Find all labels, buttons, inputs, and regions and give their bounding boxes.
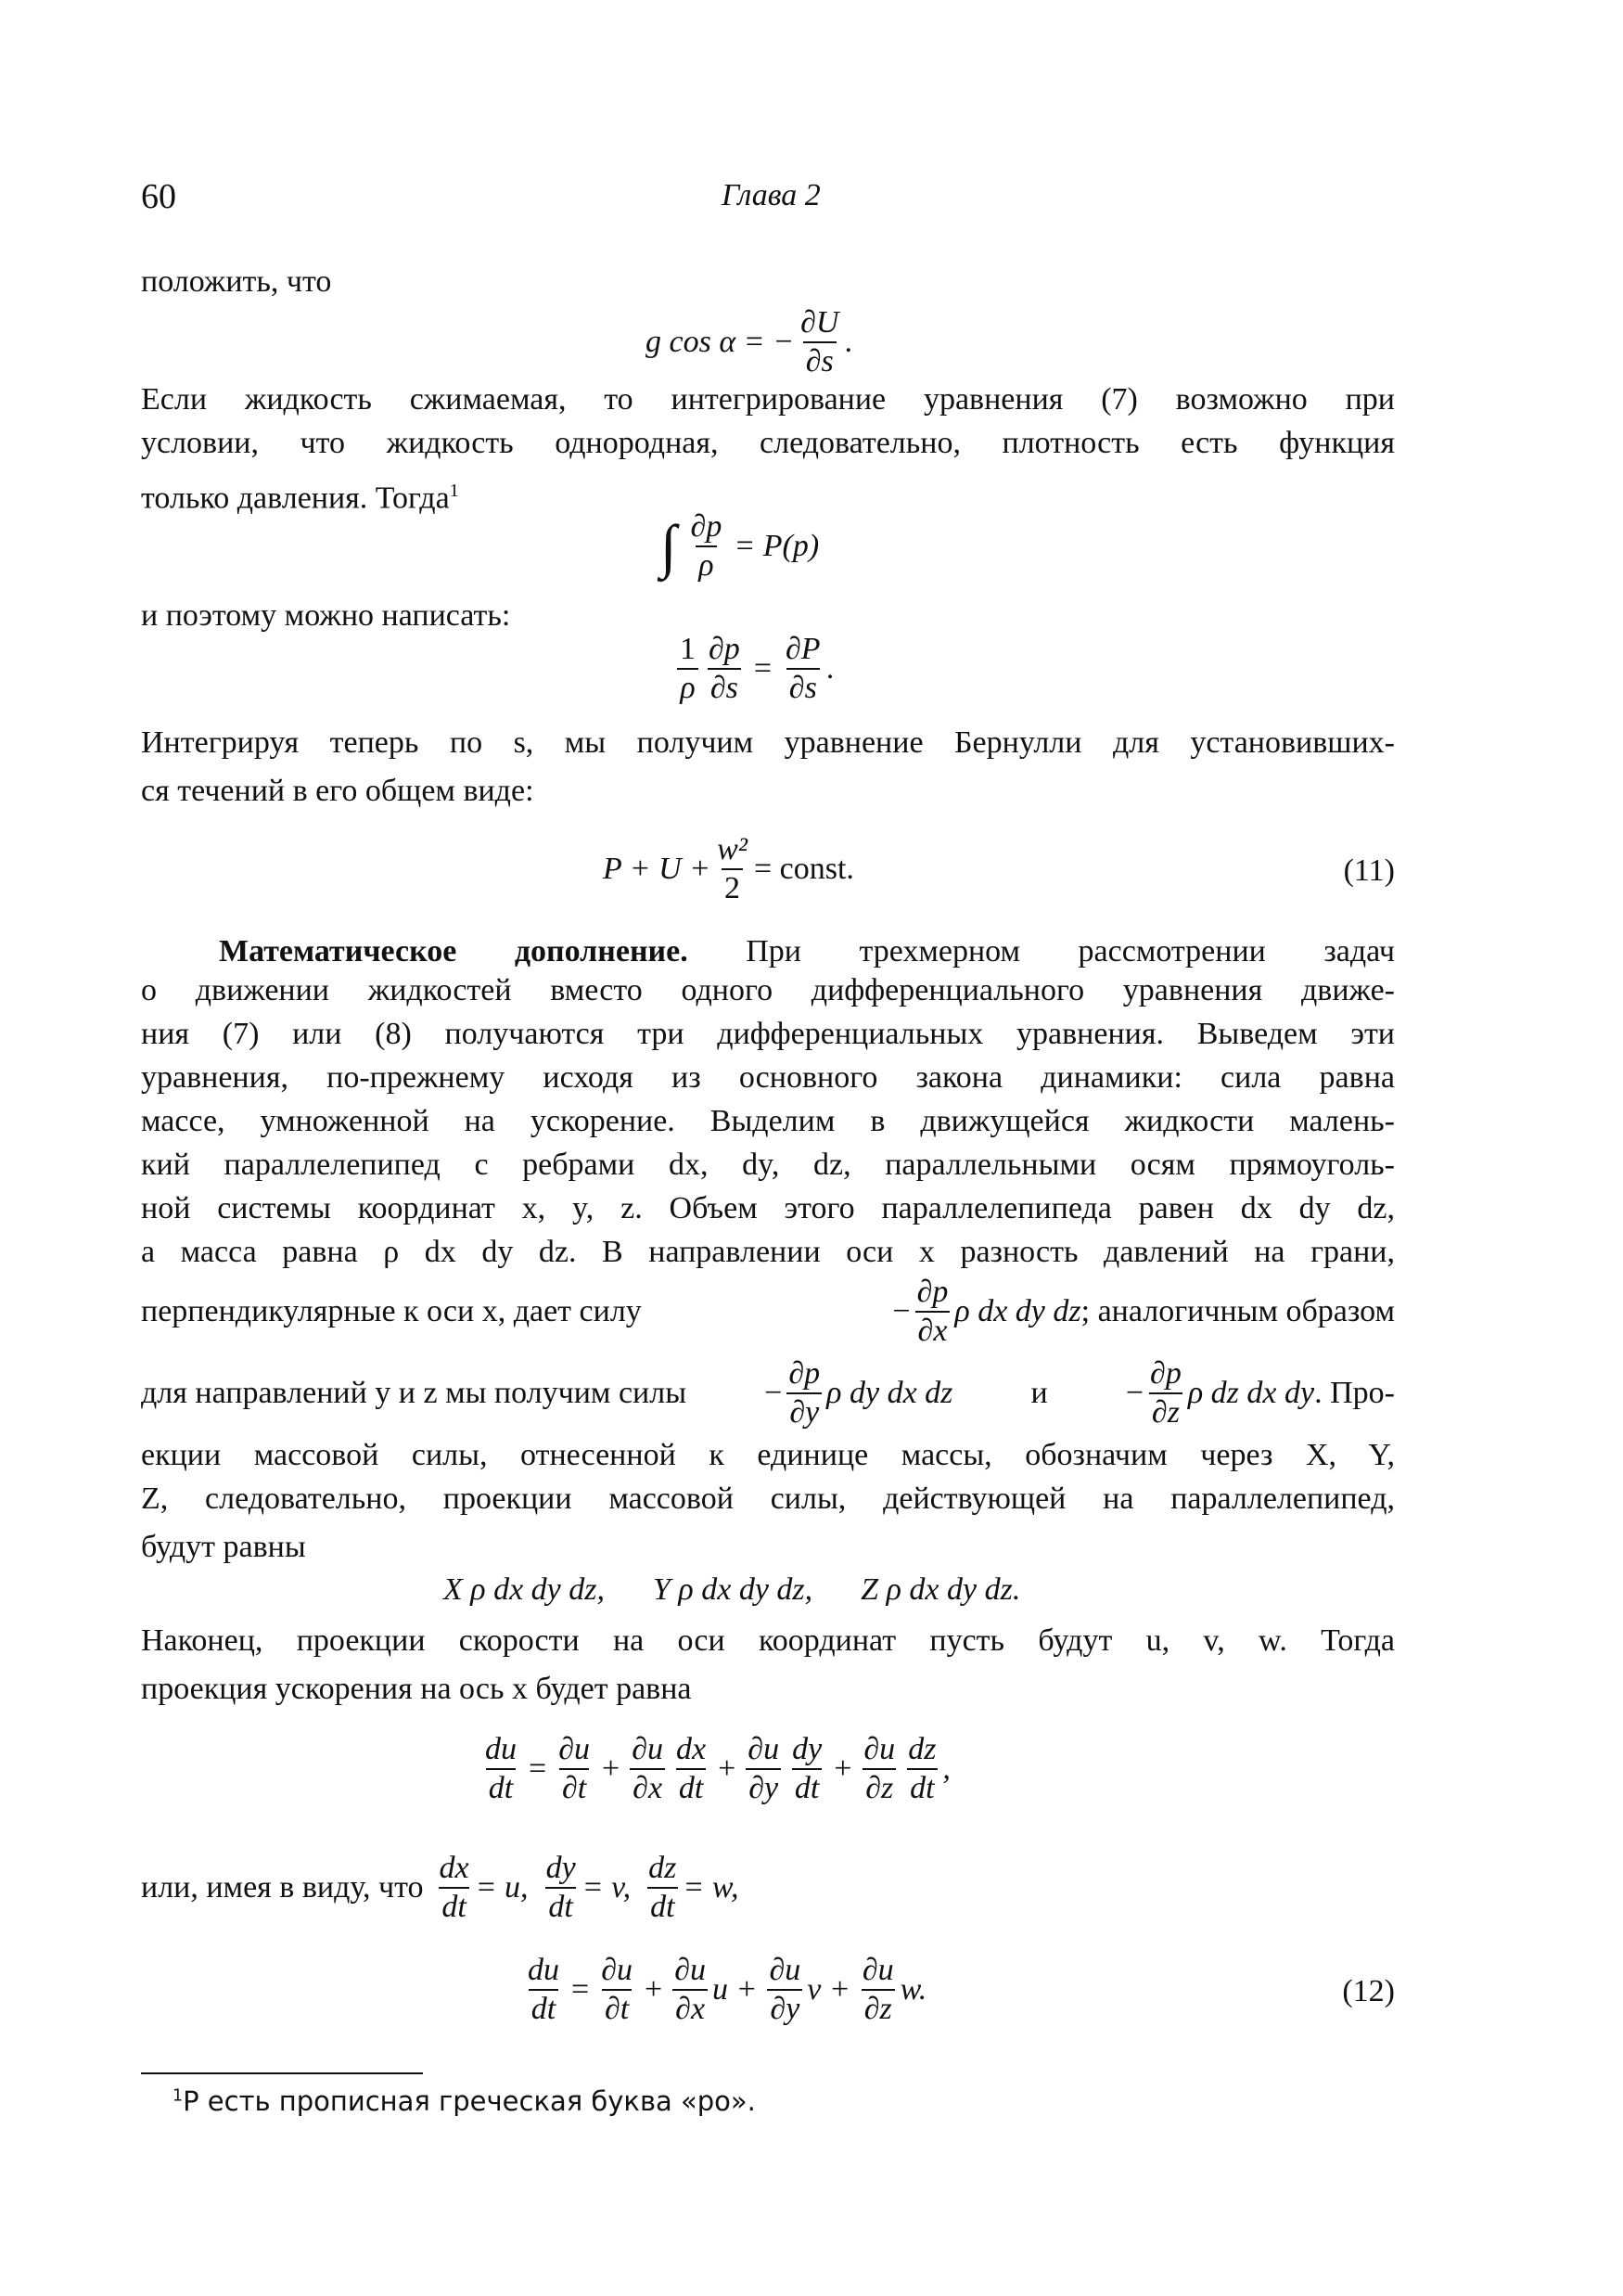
punctuation: , (942, 1751, 951, 1787)
numerator: ∂u (748, 1732, 780, 1766)
fraction (525, 1954, 562, 2025)
running-title: Глава 2 (722, 178, 821, 212)
plus-sign: + (718, 1751, 736, 1787)
denominator: dt (907, 1768, 937, 1805)
denominator: ∂s (786, 668, 820, 705)
numerator: ∂u (632, 1732, 663, 1766)
equation-12 (521, 1954, 927, 2025)
fraction (556, 1733, 593, 1804)
numerator: ∂p (1150, 1356, 1182, 1391)
section-heading-line (141, 930, 1395, 973)
numerator: dz (648, 1851, 677, 1885)
paragraph-line: о движении жидкостей вместо одного дифференциального уравнения движе- (141, 973, 1395, 1007)
mass-forces-equation (443, 1568, 1020, 1611)
footnote-marker: 1 (173, 2086, 184, 2106)
paragraph-line-last: ся течений в его общем виде: (141, 774, 534, 808)
paragraph-text: перпендикулярные к оси x, дает силу (141, 1294, 642, 1329)
equation-pressure-gradient (673, 633, 835, 704)
numerator: ∂u (862, 1953, 894, 1987)
denominator: dt (545, 1887, 575, 1924)
integral-sign: ∫ (660, 513, 677, 580)
fraction (688, 510, 725, 582)
denominator: ∂y (767, 1989, 802, 2026)
fraction (905, 1733, 939, 1804)
numerator: du (528, 1953, 559, 1987)
denominator: dt (676, 1768, 706, 1805)
paragraph-line: условии, что жидкость однородная, следовательно, плотность есть функция (141, 426, 1395, 460)
paragraph-line: Наконец, проекции скорости на оси координат пусть будут u, v, w. Тогда (141, 1623, 1395, 1658)
paragraph-line-last: проекция ускорения на ось x будет равна (141, 1672, 692, 1706)
denominator: ∂x (915, 1311, 951, 1348)
equation-number: (11) (1343, 853, 1395, 888)
paragraph-text: При трехмерном рассмотрении задач (746, 934, 1395, 968)
fraction (671, 1954, 709, 2025)
term-variable: u + (712, 1972, 758, 2007)
fraction (861, 1733, 898, 1804)
numerator: du (485, 1732, 517, 1766)
numerator: dx (439, 1851, 469, 1885)
fraction (786, 1357, 823, 1429)
fraction (645, 1852, 679, 1923)
force-z-expression (1126, 1357, 1395, 1429)
substitution-value: = u, (475, 1870, 529, 1905)
denominator: dt (486, 1768, 516, 1805)
equation-lhs: g cos α = − (645, 325, 795, 360)
numerator: dy (545, 1851, 576, 1885)
paragraph-line: Если жидкость сжимаемая, то интегрирование уравнения (7) возможно при (141, 382, 1395, 417)
fraction (629, 1733, 666, 1804)
substitution-expression (433, 1852, 739, 1923)
substitution-value: = v, (581, 1870, 632, 1905)
denominator: ∂s (708, 668, 741, 705)
numerator: ∂p (690, 509, 722, 544)
fraction (1147, 1357, 1184, 1429)
numerator: ∂u (558, 1732, 590, 1766)
numerator: dz (908, 1732, 937, 1766)
equation-rhs: = P(p) (734, 529, 820, 564)
text-line: и поэтому можно написать: (141, 598, 511, 633)
equation-integral (660, 510, 819, 582)
fraction (914, 1276, 952, 1347)
equation-acceleration (479, 1733, 951, 1804)
expression-tail: ρ dx dy dz (954, 1294, 1081, 1329)
conjunction: и (1030, 1376, 1048, 1411)
paragraph-line: Интегрируя теперь по s, мы получим уравнение Бернулли для установивших- (141, 725, 1395, 760)
equals-sign: = (571, 1972, 590, 2007)
minus-sign: − (764, 1376, 783, 1411)
denominator: ∂t (559, 1768, 589, 1805)
section-heading: Математическое дополнение. (219, 934, 688, 968)
numerator: dy (792, 1732, 823, 1766)
denominator: ρ (696, 545, 716, 583)
paragraph-text: только давления. Тогда (141, 481, 450, 516)
denominator: ∂x (630, 1768, 665, 1805)
denominator: ∂y (786, 1392, 822, 1430)
minus-sign: − (1125, 1376, 1144, 1411)
expression-tail: ρ dz dx dy (1187, 1376, 1315, 1411)
fraction (706, 633, 743, 704)
denominator: 2 (722, 868, 743, 905)
equation-rhs: = const. (753, 852, 854, 887)
numerator: ∂u (674, 1953, 706, 1987)
fraction (598, 1954, 635, 2025)
denominator: ∂z (1149, 1392, 1182, 1430)
numerator: ∂u (863, 1732, 896, 1766)
page-number: 60 (141, 177, 176, 216)
numerator: ∂p (709, 632, 740, 666)
numerator: ∂p (916, 1275, 949, 1309)
denominator: ∂t (602, 1989, 632, 2026)
force-x-expression (892, 1276, 1395, 1347)
fraction (714, 833, 750, 904)
paragraph-line (141, 1852, 739, 1923)
mass-force-x: X ρ dx dy dz, (443, 1572, 606, 1607)
denominator: ∂x (672, 1989, 708, 2026)
fraction (783, 633, 824, 704)
numerator: 1 (680, 632, 696, 666)
plus-sign: + (602, 1751, 620, 1787)
denominator: ∂y (746, 1768, 781, 1805)
punctuation: . (845, 325, 853, 360)
term-variable: w. (900, 1972, 927, 2007)
mass-force-z: Z ρ dx dy dz. (861, 1572, 1021, 1607)
substitution-value: = w, (683, 1870, 739, 1905)
paragraph-line: екции массовой силы, отнесенной к единице массы, обозначим через X, Y, (141, 1438, 1395, 1472)
denominator: ∂s (803, 341, 837, 378)
denominator: ∂z (863, 1768, 896, 1805)
fraction (543, 1852, 579, 1923)
paragraph-text: для направлений y и z мы получим силы (141, 1376, 687, 1411)
paragraph-line: Z, следовательно, проекции массовой силы, действующей на параллелепипед, (141, 1481, 1395, 1516)
paragraph-line: ния (7) или (8) получаются три дифференциальных уравнения. Выведем эти (141, 1017, 1395, 1051)
numerator: dx (676, 1732, 707, 1766)
numerator: ∂u (769, 1953, 801, 1987)
paragraph-line: уравнения, по-прежнему исходя из основного закона динамики: сила равна (141, 1060, 1395, 1095)
fraction (673, 1733, 709, 1804)
force-y-expression (764, 1357, 952, 1429)
fraction (860, 1954, 897, 2025)
paragraph-text: . Про- (1314, 1376, 1395, 1411)
numerator: ∂u (601, 1953, 633, 1987)
paragraph-line: массе, умноженной на ускорение. Выделим в движущейся жидкости малень- (141, 1104, 1395, 1138)
numerator: w² (717, 832, 748, 866)
denominator: dt (439, 1887, 468, 1924)
paragraph-text: ; аналогичным образом (1080, 1294, 1395, 1329)
punctuation: . (826, 651, 836, 686)
fraction (677, 633, 698, 704)
equals-sign: = (529, 1751, 547, 1787)
numerator: ∂P (786, 632, 821, 666)
plus-sign: + (834, 1751, 852, 1787)
footnote-text: P есть прописная греческая буква «ро». (183, 2085, 756, 2117)
fraction (798, 306, 841, 378)
mass-force-y: Y ρ dx dy dz, (653, 1572, 813, 1607)
numerator: ∂p (788, 1356, 821, 1391)
fraction (745, 1733, 782, 1804)
numerator: ∂U (800, 305, 839, 340)
paragraph-line-last (141, 469, 459, 519)
term-variable: v + (807, 1972, 850, 2007)
text-line: положить, что (141, 264, 332, 299)
denominator: dt (647, 1887, 677, 1924)
denominator: ∂z (862, 1989, 895, 2026)
paragraph-line (141, 1357, 1395, 1429)
equation-bernoulli (603, 833, 854, 904)
paragraph-line: ной системы координат x, y, z. Объем этого параллелепипеда равен dx dy dz, (141, 1191, 1395, 1225)
footnote-rule (141, 2072, 423, 2074)
denominator: dt (792, 1768, 822, 1805)
fraction (766, 1954, 803, 2025)
fraction (437, 1852, 472, 1923)
footnote (173, 2085, 756, 2117)
paragraph-line-last: будут равны (141, 1530, 306, 1564)
fraction (482, 1733, 519, 1804)
paragraph-line: а масса равна ρ dx dy dz. В направлении оси x разность давлений на грани, (141, 1235, 1395, 1269)
fraction (789, 1733, 824, 1804)
denominator: dt (529, 1989, 558, 2026)
equation-gcos (645, 306, 853, 378)
equation-number: (12) (1342, 1974, 1395, 2008)
minus-sign: − (892, 1294, 911, 1329)
denominator: ρ (677, 668, 697, 705)
footnote-marker: 1 (449, 481, 459, 501)
equation-lhs: P + U + (603, 852, 711, 887)
expression-tail: ρ dy dx dz (826, 1376, 953, 1411)
plus-sign: + (645, 1972, 663, 2007)
paragraph-line: кий параллелепипед с ребрами dx, dy, dz, параллельными осям прямоуголь- (141, 1148, 1395, 1182)
paragraph-line (141, 1276, 1395, 1347)
equals-sign: = (753, 651, 772, 686)
paragraph-text: или, имея в виду, что (141, 1870, 424, 1905)
